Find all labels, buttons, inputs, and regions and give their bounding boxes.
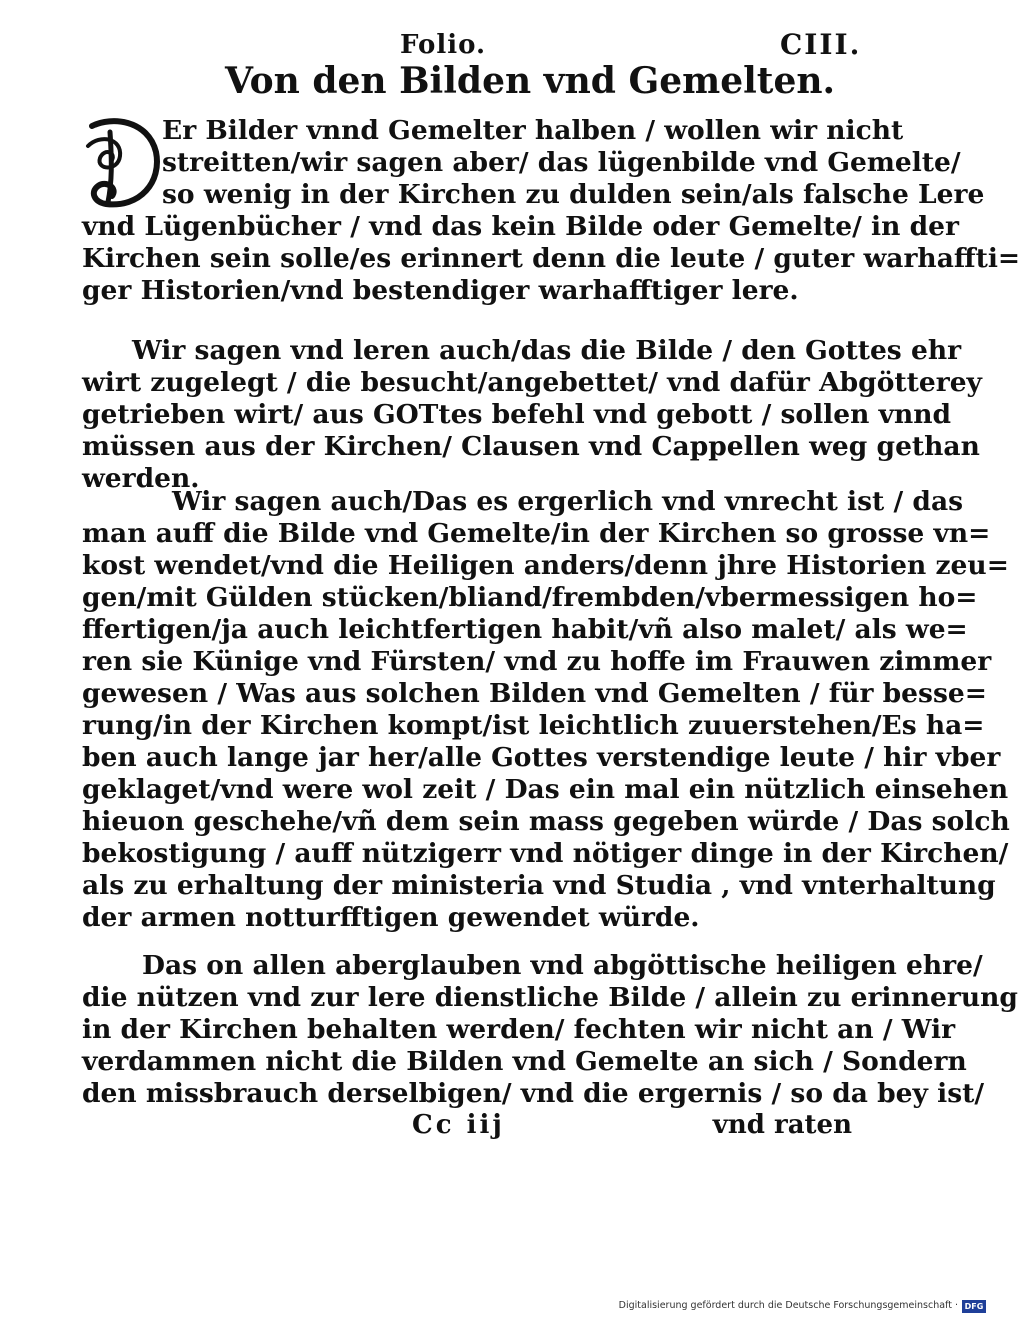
text-line: ben auch lange jar her/alle Gottes verstendige leute / hir vber xyxy=(82,742,1001,773)
text-line: in der Kirchen behalten werden/ fechten wir nicht an / Wir xyxy=(82,1014,956,1045)
text-line: gewesen / Was aus solchen Bilden vnd Gemelten / für besse= xyxy=(82,678,987,709)
page-footer xyxy=(82,1100,858,1140)
text-line: den missbrauch derselbigen/ vnd die ergernis / so da bey ist/ xyxy=(82,1078,985,1109)
text-line: Er Bilder vnnd Gemelter halben / wollen wir nicht xyxy=(162,115,904,146)
text-line: ffertigen/ja auch leichtfertigen habit/vñ also malet/ als we= xyxy=(82,614,968,645)
text-line: streitten/wir sagen aber/ das lügenbilde vnd Gemelte/ xyxy=(162,147,961,178)
paragraph-1 xyxy=(82,115,1020,307)
text-line: Das on allen aberglauben vnd abgöttische heiligen ehre/ xyxy=(142,950,983,981)
text-line: der armen notturfftigen gewendet würde. xyxy=(82,902,700,933)
page-number: CIII. xyxy=(780,28,862,61)
text-line: ren sie Künige vnd Fürsten/ vnd zu hoffe im Frauwen zimmer xyxy=(82,646,992,677)
dfg-logo-icon: DFG xyxy=(962,1300,986,1313)
text-line: wirt zugelegt / die besucht/angebettet/ vnd dafür Abgötterey xyxy=(82,367,982,398)
text-line: Wir sagen auch/Das es ergerlich vnd vnrecht ist / das xyxy=(172,486,964,517)
paragraph-3 xyxy=(82,486,1010,934)
text-line: gen/mit Gülden stücken/bliand/frembden/vbermessigen ho= xyxy=(82,582,978,613)
text-line: rung/in der Kirchen kompt/ist leichtlich zuuerstehen/Es ha= xyxy=(82,710,985,741)
text-line: hieuon geschehe/vñ dem sein mass gegeben würde / Das solch xyxy=(82,806,1010,837)
text-line: Kirchen sein solle/es erinnert denn die leute / guter warhaffti= xyxy=(82,243,1020,274)
text-line: Wir sagen vnd leren auch/das die Bilde / den Gottes ehr xyxy=(132,335,962,366)
digitization-credit: Digitalisierung gefördert durch die Deutsche Forschungsgemeinschaft · xyxy=(618,1300,958,1311)
text-line: geklaget/vnd were wol zeit / Das ein mal ein nützlich einsehen xyxy=(82,774,1009,805)
text-line: getrieben wirt/ aus GOTtes befehl vnd gebott / sollen vnnd xyxy=(82,399,952,430)
text-line: die nützen vnd zur lere dienstliche Bilde / allein zu erinnerung xyxy=(82,982,1018,1013)
text-line: werden. xyxy=(82,463,200,494)
text-line: müssen aus der Kirchen/ Clausen vnd Cappellen weg gethan xyxy=(82,431,980,462)
folio-label: Folio. xyxy=(400,30,487,60)
text-line: verdammen nicht die Bilden vnd Gemelte an sich / Sondern xyxy=(82,1046,967,1077)
signature-mark: Cc iij xyxy=(412,1110,505,1140)
text-line: kost wendet/vnd die Heiligen anders/denn jhre Historien zeu= xyxy=(82,550,1009,581)
text-line: man auff die Bilde vnd Gemelte/in der Kirchen so grosse vn= xyxy=(82,518,991,549)
catchword: vnd raten xyxy=(712,1110,852,1140)
section-title: Von den Bilden vnd Gemelten. xyxy=(225,60,836,102)
paragraph-4 xyxy=(82,950,1018,1110)
text-line: so wenig in der Kirchen zu dulden sein/als falsche Lere xyxy=(162,179,985,210)
text-line: vnd Lügenbücher / vnd das kein Bilde oder Gemelte/ in der xyxy=(82,211,959,242)
text-line: ger Historien/vnd bestendiger warhafftiger lere. xyxy=(82,275,799,306)
text-line: bekostigung / auff nützigerr vnd nötiger dinge in der Kirchen/ xyxy=(82,838,1009,869)
paragraph-2 xyxy=(82,335,982,495)
text-line: als zu erhaltung der ministeria vnd Studia , vnd vnterhaltung xyxy=(82,870,996,901)
